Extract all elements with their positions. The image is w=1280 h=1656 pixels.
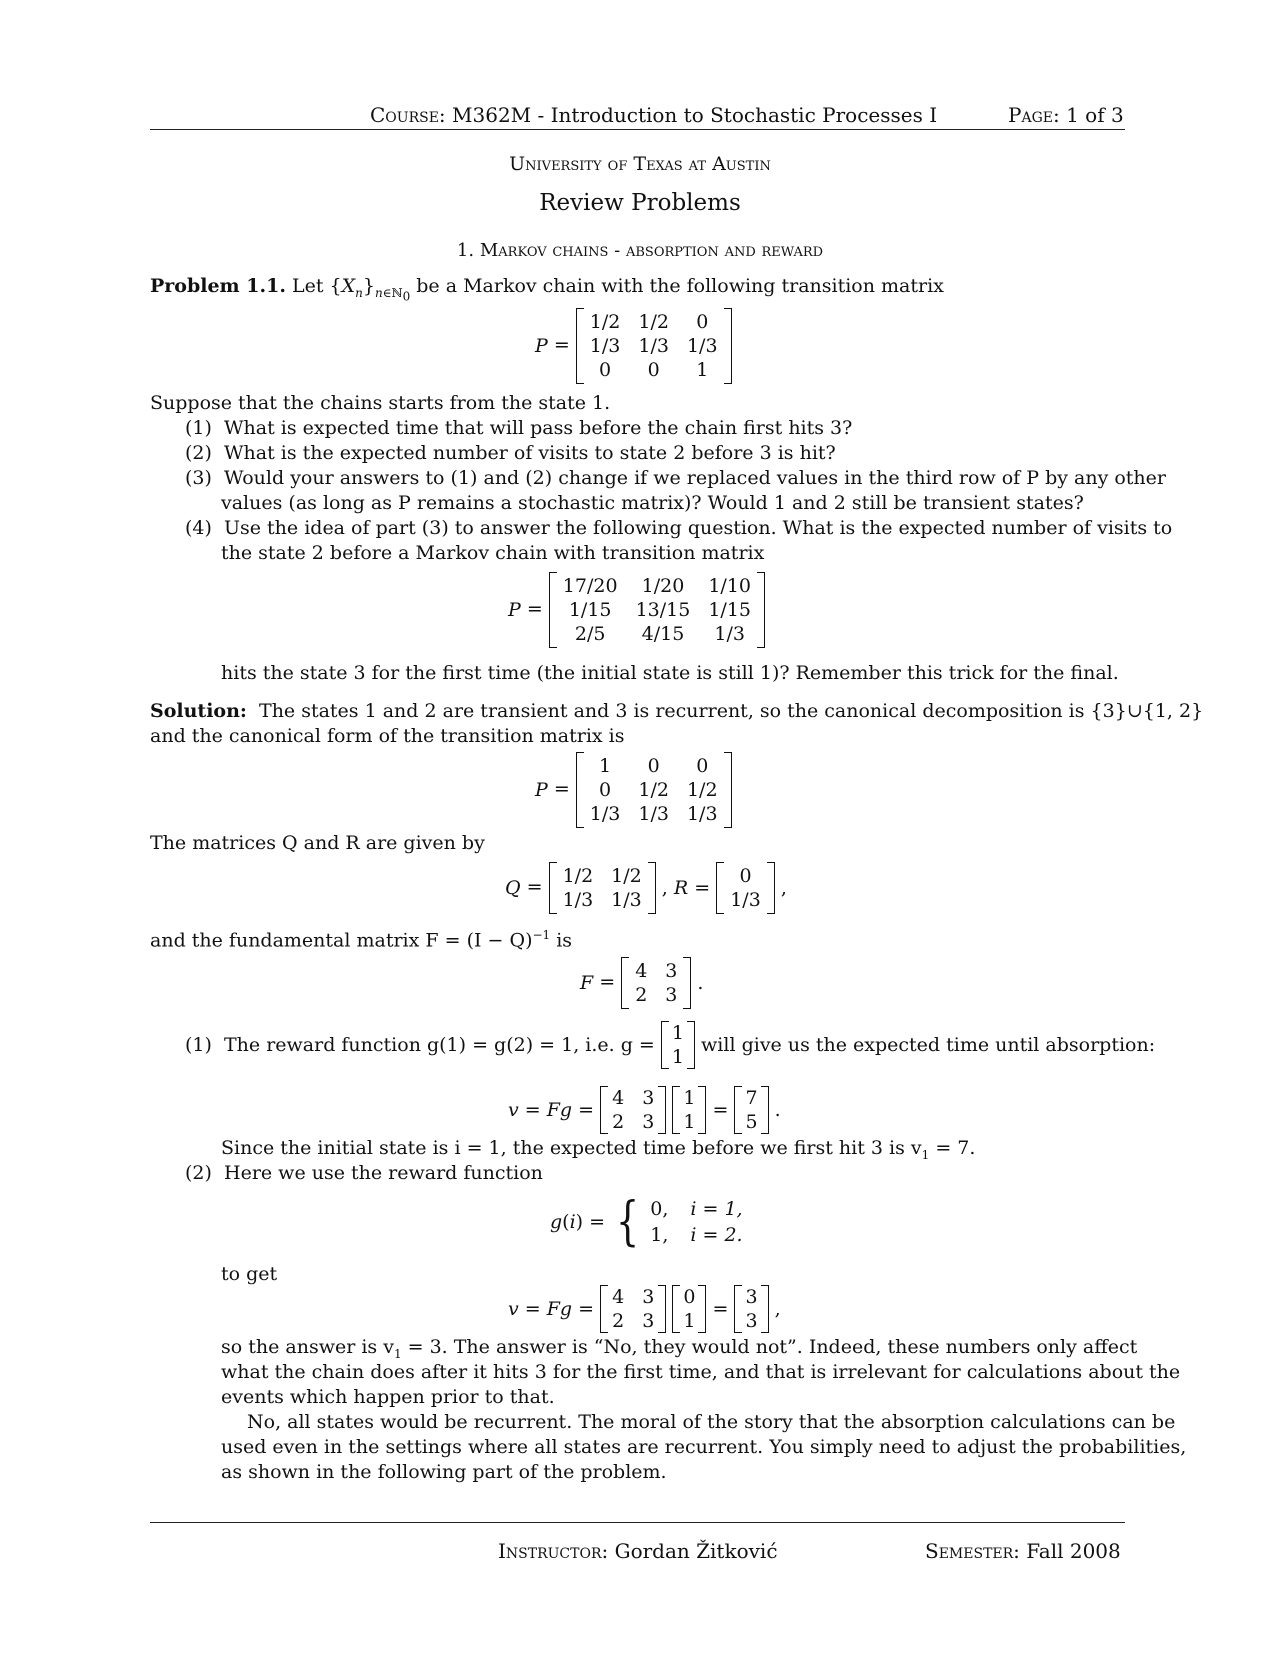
matrix-cell: 1/2: [589, 311, 621, 333]
instructor-label: Instructor:: [498, 1539, 609, 1563]
part1-conclusion: Since the initial state is i = 1, the expected time before we first hit 3 is $v_1 = 7$.: [221, 1137, 976, 1162]
matrix-cell: 1/2: [638, 311, 669, 333]
matrix-cell: 0: [599, 359, 612, 381]
matrix-cell: 1/15: [708, 599, 751, 621]
paragraph2-line3: as shown in the following part of the problem.: [221, 1461, 667, 1483]
matrix-cell: 1/3: [562, 889, 594, 911]
semester-label: Semester:: [925, 1539, 1020, 1563]
matrix-cell: 4: [612, 1087, 625, 1109]
course-label: Course:: [370, 103, 446, 127]
case-condition: i = 1,: [690, 1198, 743, 1220]
section-number: 1.: [456, 240, 475, 261]
solution-line1: Solution: The states 1 and 2 are transient and 3 is recurrent, so the canonical decomposition is {3}∪{1, 2}: [150, 700, 1204, 722]
footer-semester: [925, 1539, 1121, 1563]
problem-item-4-cont: the state 2 before a Markov chain with transition matrix: [221, 542, 765, 564]
problem-item-4: (4) Use the idea of part (3) to answer the following question. What is the expected number of visits to: [185, 517, 1173, 539]
matrix-P1: P = 1/2 1/2 0 1/3 1/3 1/3 0 0 1: [535, 308, 732, 384]
matrix-cell: 0: [599, 779, 612, 801]
matrix-cell: 0: [647, 359, 660, 381]
document-title: Review Problems: [539, 190, 741, 216]
matrix-cell: 3: [665, 984, 678, 1006]
matrix-P2: P = 17/20 1/20 1/10 1/15 13/15 1/15 2/5 4/15 1/3: [508, 572, 765, 648]
matrix-cell: 1/15: [568, 599, 612, 621]
section-heading: [0, 239, 1280, 263]
matrix-cell: 5: [745, 1111, 758, 1133]
matrix-cell: 2/5: [574, 623, 606, 645]
footer-rule: [150, 1522, 1125, 1523]
matrix-F: F = 4 3 2 3 .: [580, 957, 703, 1009]
matrix-cell: 0: [696, 311, 709, 333]
problem-intro-text: be a Markov chain with the following transition matrix: [416, 275, 944, 297]
header-course: [370, 103, 937, 127]
case-condition: i = 2.: [690, 1224, 743, 1246]
case-value: 0,: [650, 1198, 669, 1220]
matrix-P1-grid: [584, 308, 724, 384]
matrix-cell: 3: [642, 1286, 655, 1308]
matrix-cell: 0: [647, 755, 660, 777]
matrix-cell: 1: [683, 1310, 696, 1332]
matrix-F-grid: [629, 957, 683, 1009]
course-value: M362M - Introduction to Stochastic Processes I: [452, 103, 938, 127]
matrix-cell: 0: [683, 1286, 696, 1308]
section-title: Markov chains - absorption and reward: [479, 240, 824, 261]
matrix-cell: 1/3: [638, 803, 669, 825]
matrix-cell: 3: [642, 1087, 655, 1109]
problem-item-3-cont: values (as long as P remains a stochastic matrix)? Would 1 and 2 still be transient states?: [221, 492, 1084, 514]
matrix-cell: 2: [635, 984, 648, 1006]
matrix-cell: 3: [642, 1310, 655, 1332]
matrix-cell: 1: [671, 1046, 684, 1068]
matrix-canonical-grid: [584, 752, 724, 828]
matrix-cell: 1: [696, 359, 709, 381]
footer-instructor: [498, 1539, 778, 1563]
solution-part2: (2) Here we use the reward function: [185, 1162, 543, 1184]
matrix-cell: 7: [745, 1087, 758, 1109]
matrix-cell: 1/3: [714, 623, 745, 645]
matrix-cell: 1/3: [686, 335, 718, 357]
solution-label: Solution:: [150, 700, 247, 722]
matrix-cell: 1/2: [611, 865, 642, 887]
matrices-QR: Q = 1/2 1/2 1/3 1/3 , R = 0 1/3 ,: [505, 862, 787, 914]
matrix-cell: 1/3: [611, 889, 642, 911]
paragraph1-line2: what the chain does after it hits 3 for the first time, and that is irrelevant for calculations about the: [221, 1361, 1181, 1383]
equation-v1: v = Fg = 4 3 2 3 1 1 = 7 5 .: [508, 1087, 781, 1133]
after-matrix2: hits the state 3 for the first time (the initial state is still 1)? Remember this trick for the final.: [221, 662, 1119, 684]
matrix-cell: 2: [612, 1310, 625, 1332]
matrix-cell: 4: [635, 960, 648, 982]
matrix-cell: 1/3: [730, 889, 761, 911]
paragraph1-line1: so the answer is $v_1 = 3$. The answer is “No, they would not”. Indeed, these numbers only affect: [221, 1336, 1138, 1361]
reward-function-cases: g(i) = { 0, i = 1, 1, i = 2.: [550, 1192, 743, 1252]
paragraph2-line1: No, all states would be recurrent. The moral of the story that the absorption calculations can be: [247, 1411, 1176, 1433]
semester-value: Fall 2008: [1026, 1539, 1121, 1563]
matrix-cell: 3: [642, 1111, 655, 1133]
paragraph2-line2: used even in the settings where all states are recurrent. You simply need to adjust the probabilities,: [221, 1436, 1187, 1458]
matrix-cell: 3: [745, 1310, 758, 1332]
solution-part1: (1) The reward function g(1) = g(2) = 1, i.e. g = 1 1 will give us the expected time until absorption:: [185, 1022, 1156, 1068]
matrix-cell: 3: [745, 1286, 758, 1308]
matrix-cell: 1/20: [641, 575, 685, 597]
matrix-cell: 1/3: [589, 335, 621, 357]
problem-item-3: (3) Would your answers to (1) and (2) change if we replaced values in the third row of P by any other: [185, 467, 1166, 489]
matrix-cell: 4/15: [641, 623, 685, 645]
page-label: Page:: [1008, 103, 1060, 127]
matrix-cell: 1/3: [686, 803, 718, 825]
to-get: to get: [221, 1263, 278, 1285]
matrix-cell: 1/10: [708, 575, 751, 597]
problem-item-2: (2) What is the expected number of visits to state 2 before 3 is hit?: [185, 442, 836, 464]
matrix-cell: 1/2: [638, 779, 669, 801]
matrix-cell: 17/20: [562, 575, 618, 597]
fundamental-intro: and the fundamental matrix $F = (I - Q)^{-1}$ is: [150, 928, 573, 952]
matrix-cell: 0: [696, 755, 709, 777]
matrix-P2-grid: [557, 572, 757, 648]
matrix-cell: 2: [612, 1111, 625, 1133]
matrix-canonical: P = 1 0 0 0 1/2 1/2 1/3 1/3 1/3: [535, 752, 732, 828]
matrix-cell: 4: [612, 1286, 625, 1308]
matrix-cell: 13/15: [635, 599, 691, 621]
solution-line2: and the canonical form of the transition matrix is: [150, 725, 625, 747]
problem-item-1: (1) What is expected time that will pass before the chain first hits 3?: [185, 417, 853, 439]
problem-intro: Problem 1.1. Let $\{X_n\}_{n\in ℕ_0}$ be a Markov chain with the following transition matrix: [150, 275, 944, 304]
matrix-Q-grid: [557, 862, 648, 914]
matrix-cell: 1/2: [686, 779, 718, 801]
matrix-R-grid: [724, 862, 767, 914]
qr-intro: The matrices Q and R are given by: [150, 832, 485, 854]
equation-v2: v = Fg = 4 3 2 3 0 1 = 3 3 ,: [508, 1286, 781, 1332]
header-page: [1008, 103, 1124, 127]
vector-g1: [669, 1021, 687, 1069]
case-value: 1,: [650, 1224, 669, 1246]
matrix-cell: 1: [683, 1111, 696, 1133]
matrix-cell: 1: [599, 755, 612, 777]
problem-label: Problem 1.1.: [150, 275, 286, 297]
matrix-cell: 1/3: [638, 335, 669, 357]
matrix-cell: 3: [665, 960, 678, 982]
paragraph1-line3: events which happen prior to that.: [221, 1386, 555, 1408]
header-rule: [150, 129, 1125, 130]
matrix-cell: 1/2: [562, 865, 594, 887]
instructor-value: Gordan Žitković: [614, 1539, 778, 1563]
matrix-cell: 1: [683, 1087, 696, 1109]
matrix-cell: 1: [671, 1022, 684, 1044]
page-value: 1 of 3: [1066, 103, 1124, 127]
matrix-cell: 1/3: [589, 803, 621, 825]
matrix-cell: 0: [739, 865, 752, 887]
start-sentence: Suppose that the chains starts from the state 1.: [150, 392, 611, 414]
university-name: University of Texas at Austin: [509, 153, 771, 175]
